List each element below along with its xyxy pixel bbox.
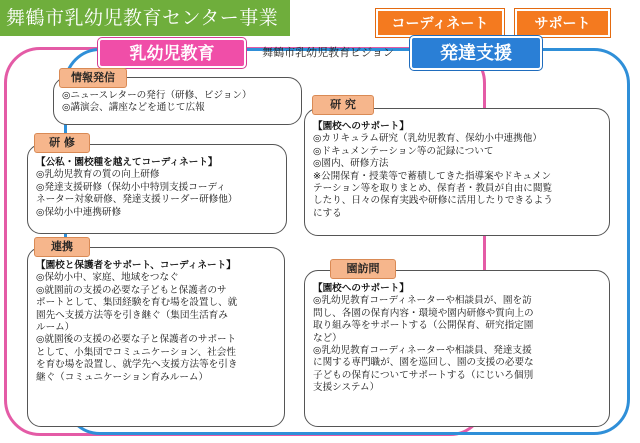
training-line-3: ネーター対象研修、発達支援リーダー研修他） (36, 194, 238, 206)
school-visit-box (304, 270, 610, 427)
school-visit-line-5: ◎乳幼児教育コーディネーターや相談員、発達支援 (313, 345, 532, 357)
school-visit-line-8: 支援システム） (313, 382, 380, 394)
collaboration-line-4: 園先へ支援方法等を引き継ぐ（集団生活育み (36, 309, 228, 321)
research-line-3: ◎園内、研修方法 (313, 158, 389, 170)
research-line-4: ※公開保育・授業等で蓄積してきた指導案やドキュメン (313, 170, 552, 182)
research-box (304, 108, 610, 236)
development-support-label: 発達支援 (410, 36, 542, 70)
school-visit-line-1: ◎乳幼児教育コーディネーターや相談員が、園を訪 (313, 295, 532, 307)
collaboration-box (27, 247, 285, 427)
coordinate-label: コーディネート (376, 9, 504, 37)
school-visit-tag: 園訪問 (330, 259, 396, 279)
school-visit-line-6: に関する専門職が、園を巡回し、園の支援の必要な (313, 357, 534, 369)
collaboration-line-5: ルーム） (36, 322, 75, 334)
training-tag: 研 修 (34, 133, 90, 153)
training-line-1: ◎乳幼児教育の質の向上研修 (36, 169, 160, 181)
research-line-7: にする (313, 207, 342, 219)
school-visit-line-2: 問し、各園の保育内容・環境や園内研修や質向上の (313, 307, 534, 319)
page-title: 舞鶴市乳幼児教育センター事業 (0, 0, 290, 36)
training-heading: 【公私・園校種を越えてコーディネート】 (36, 157, 218, 168)
school-visit-line-4: など） (313, 332, 342, 344)
info-dissemination-tag: 情報発信 (59, 68, 127, 88)
info-line-1: ◎ニュースレターの発行（研修、ビジョン） (62, 90, 252, 101)
research-heading: 【園校へのサポート】 (313, 121, 409, 132)
research-line-2: ◎ドキュメンテーション等の記録について (313, 145, 494, 157)
research-line-6: したり、日々の保育実践や研修に活用したりできるよう (313, 195, 553, 207)
research-line-5: テーション等を取りまとめ、保育者・教員が自由に閲覧 (313, 183, 553, 195)
early-childhood-education-label: 乳幼児教育 (98, 38, 246, 68)
training-box (27, 144, 287, 234)
collaboration-line-2: ◎就園前の支援の必要な子どもと保護者のサ (36, 284, 227, 296)
vision-label: 舞鶴市乳幼児教育ビジョン (262, 46, 394, 59)
collaboration-tag: 連携 (34, 237, 90, 257)
collaboration-heading: 【園校と保護者をサポート、コーディネート】 (36, 260, 236, 271)
training-line-4: ◎保幼小中連携研修 (36, 206, 122, 218)
training-line-2: ◎発達支援研修（保幼小中特別支援コーディ (36, 181, 226, 193)
research-line-1: ◎カリキュラム研究（乳幼児教育、保幼小中連携他） (313, 133, 542, 145)
collaboration-line-6: ◎就園後の支援の必要な子と保護者のサポート (36, 334, 237, 346)
collaboration-line-7: として、小集団でコミュニケーション、社会性 (36, 346, 236, 358)
collaboration-line-3: ポートとして、集団経験を育む場を設置し、就 (36, 297, 238, 309)
research-tag: 研 究 (312, 95, 374, 115)
collaboration-line-1: ◎保幼小中、家庭、地域をつなぐ (36, 272, 179, 284)
info-line-2: ◎講演会、講座などを通じて広報 (62, 102, 205, 114)
school-visit-heading: 【園校へのサポート】 (313, 283, 409, 294)
school-visit-line-3: 取り組み等をサポートする（公開保育、研究指定園 (313, 320, 534, 332)
school-visit-line-7: 子どもの保育についてサポートする（にじいろ個別 (313, 369, 534, 381)
collaboration-line-9: 継ぐ（コミュニケーション育みルーム） (36, 371, 209, 383)
support-label: サポート (515, 9, 610, 37)
collaboration-line-8: を育む場を設置し、就学先へ支援方法等を引き (36, 359, 238, 371)
